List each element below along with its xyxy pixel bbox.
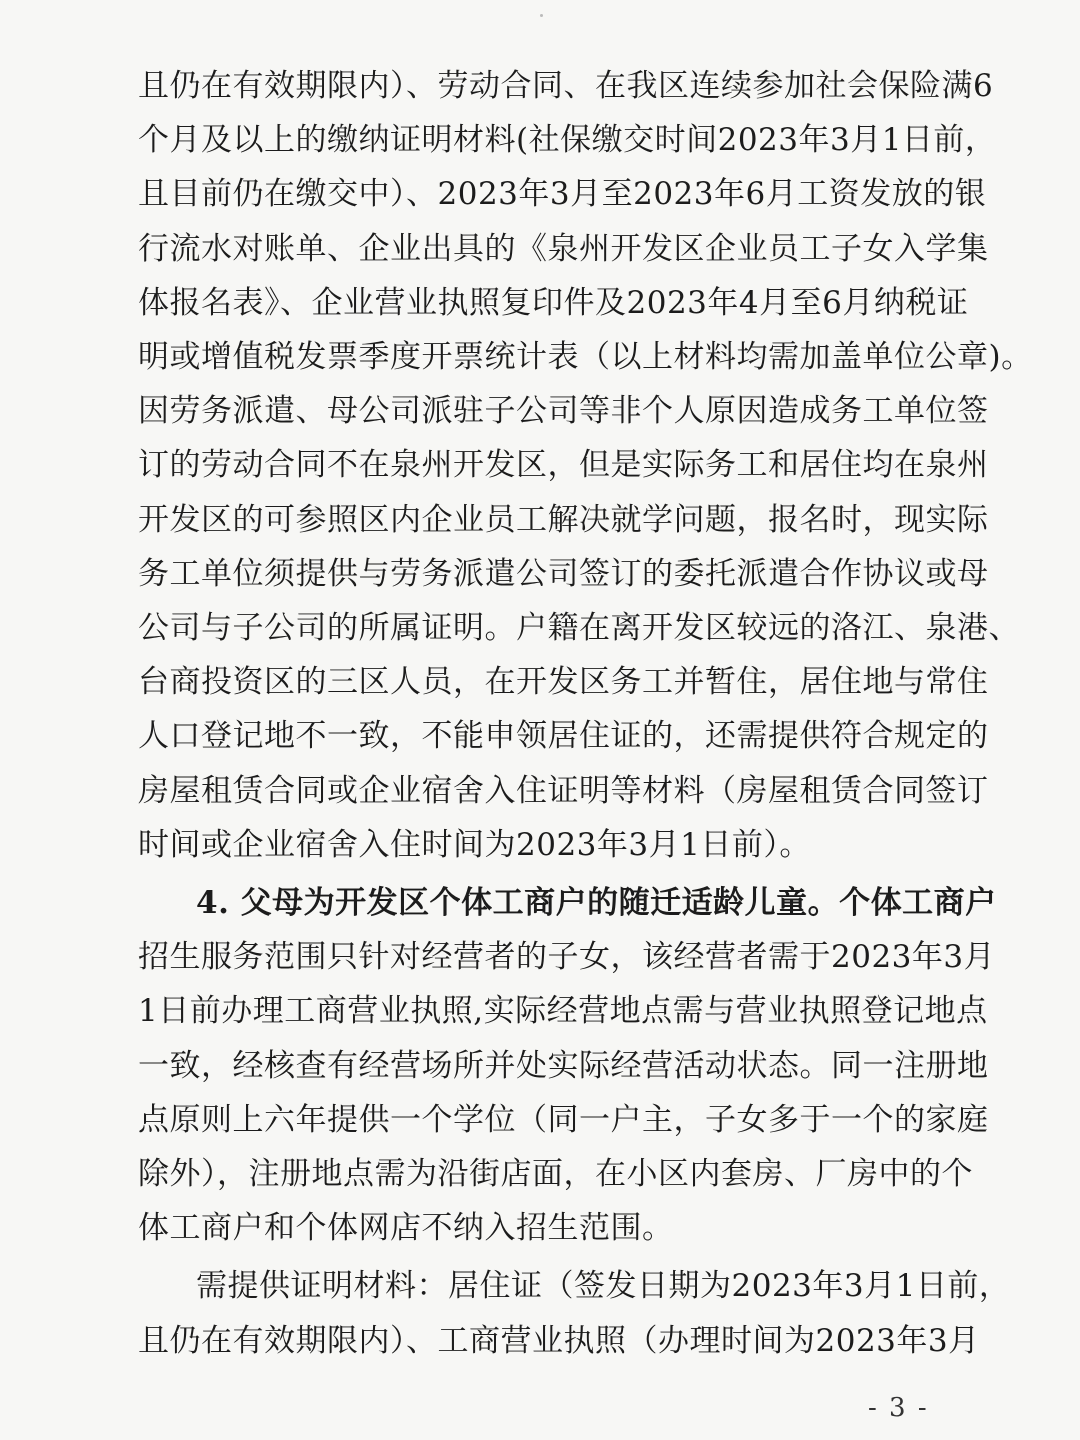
text-line: 务工单位须提供与劳务派遣公司签订的委托派遣合作协议或母 — [138, 555, 989, 592]
text-line: 因劳务派遣、母公司派驻子公司等非个人原因造成务工单位签 — [138, 393, 989, 430]
section-heading-line: 4. 父母为开发区个体工商户的随迁适龄儿童。个体工商户 — [196, 885, 997, 921]
text-line: 一致，经核查有经营场所并处实际经营活动状态。同一注册地 — [138, 1047, 989, 1084]
text-line: 开发区的可参照区内企业员工解决就学问题，报名时，现实际 — [138, 501, 989, 538]
text-line: 除外），注册地点需为沿街店面，在小区内套房、厂房中的个 — [138, 1156, 973, 1193]
text-line: 订的劳动合同不在泉州开发区，但是实际务工和居住均在泉州 — [138, 447, 989, 484]
text-line: 点原则上六年提供一个学位（同一户主，子女多于一个的家庭 — [138, 1101, 989, 1138]
text-line: 且仍在有效期限内）、工商营业执照（办理时间为2023年3月 — [138, 1322, 980, 1359]
text-line: 且仍在有效期限内）、劳动合同、在我区连续参加社会保险满6 — [138, 68, 994, 104]
text-line: 个月及以上的缴纳证明材料(社保缴交时间2023年3月1日前， — [138, 122, 997, 159]
text-line: 人口登记地不一致，不能申领居住证的，还需提供符合规定的 — [138, 718, 989, 755]
text-line: 体工商户和个体网店不纳入招生范围。 — [138, 1210, 674, 1247]
text-line: 明或增值税发票季度开票统计表（以上材料均需加盖单位公章)。 — [138, 339, 1033, 376]
text-line: 台商投资区的三区人员，在开发区务工并暂住，居住地与常住 — [138, 664, 989, 701]
text-line: 1日前办理工商营业执照,实际经营地点需与营业执照登记地点 — [138, 993, 988, 1030]
text-line: 时间或企业宿舍入住时间为2023年3月1日前）。 — [138, 826, 811, 863]
text-line: 且目前仍在缴交中）、2023年3月至2023年6月工资发放的银 — [138, 176, 987, 213]
text-line: 行流水对账单、企业出具的《泉州开发区企业员工子女入学集 — [138, 230, 989, 267]
scan-speck — [540, 14, 543, 17]
text-line: 体报名表》、企业营业执照复印件及2023年4月至6月纳税证 — [138, 284, 969, 321]
text-line: 需提供证明材料：居住证（签发日期为2023年3月1日前， — [196, 1268, 1011, 1305]
page-number: - 3 - — [868, 1393, 929, 1423]
text-line: 房屋租赁合同或企业宿舍入住证明等材料（房屋租赁合同签订 — [138, 772, 989, 809]
text-line: 公司与子公司的所属证明。户籍在离开发区较远的洛江、泉港、 — [138, 610, 1020, 647]
text-line: 招生服务范围只针对经营者的子女，该经营者需于2023年3月 — [138, 939, 996, 976]
